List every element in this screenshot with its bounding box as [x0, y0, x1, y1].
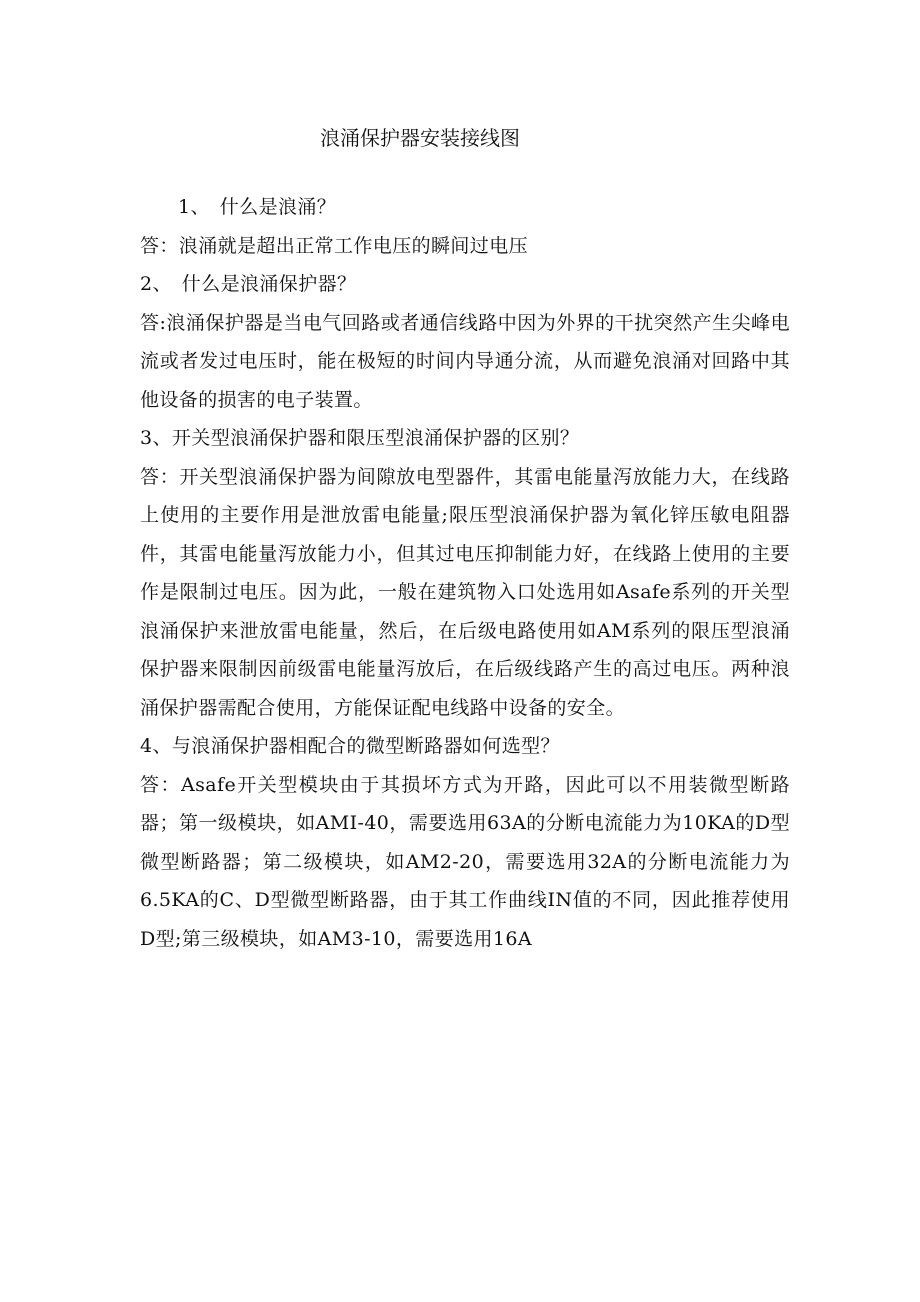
answer-1: 答：浪涌就是超出正常工作电压的瞬间过电压: [140, 234, 529, 257]
answer-2: 答:浪涌保护器是当电气回路或者通信线路中因为外界的干扰突然产生尖峰电流或者发过电压时，能在极短的时间内导通分流，从而避免浪涌对回路中其他设备的损害的电子装置。: [140, 311, 790, 411]
question-4: 4、与浪涌保护器相配合的微型断路器如何选型？: [140, 735, 560, 757]
document-title: 浪涌保护器安装接线图: [320, 126, 520, 150]
question-3: 3、开关型浪涌保护器和限压型浪涌保护器的区别？: [140, 427, 580, 449]
answer-4: 答：Asafe开关型模块由于其损坏方式为开路，因此可以不用装微型断路器；第一级模块，如AMI-40，需要选用63A的分断电流能力为10KA的D型微型断路器；第二级模块，如AM2-20，需要选用32A的分断电流能力为6.5KA的C、D型微型断路器，由于其工作曲线IN值的不同，因此推荐使用D型;第三级模块，如AM3-10，需要选用16A: [140, 773, 790, 950]
answer-3: 答：开关型浪涌保护器为间隙放电型器件，其雷电能量泻放能力大，在线路上使用的主要作用是泄放雷电能量;限压型浪涌保护器为氧化锌压敏电阻器件，其雷电能量泻放能力小，但其过电压抑制能力好，在线路上使用的主要作是限制过电压。因为此，一般在建筑物入口处选用如Asafe系列的开关型浪涌保护来泄放雷电能量，然后，在后级电路使用如AM系列的限压型浪涌保护器来限制因前级雷电能量泻放后，在后级线路产生的高过电压。两种浪涌保护器需配合使用，方能保证配电线路中设备的安全。: [140, 465, 790, 719]
question-1: 1、 什么是浪涌？: [178, 196, 337, 218]
document-body: [140, 188, 790, 958]
question-2: 2、 什么是浪涌保护器？: [140, 273, 357, 295]
